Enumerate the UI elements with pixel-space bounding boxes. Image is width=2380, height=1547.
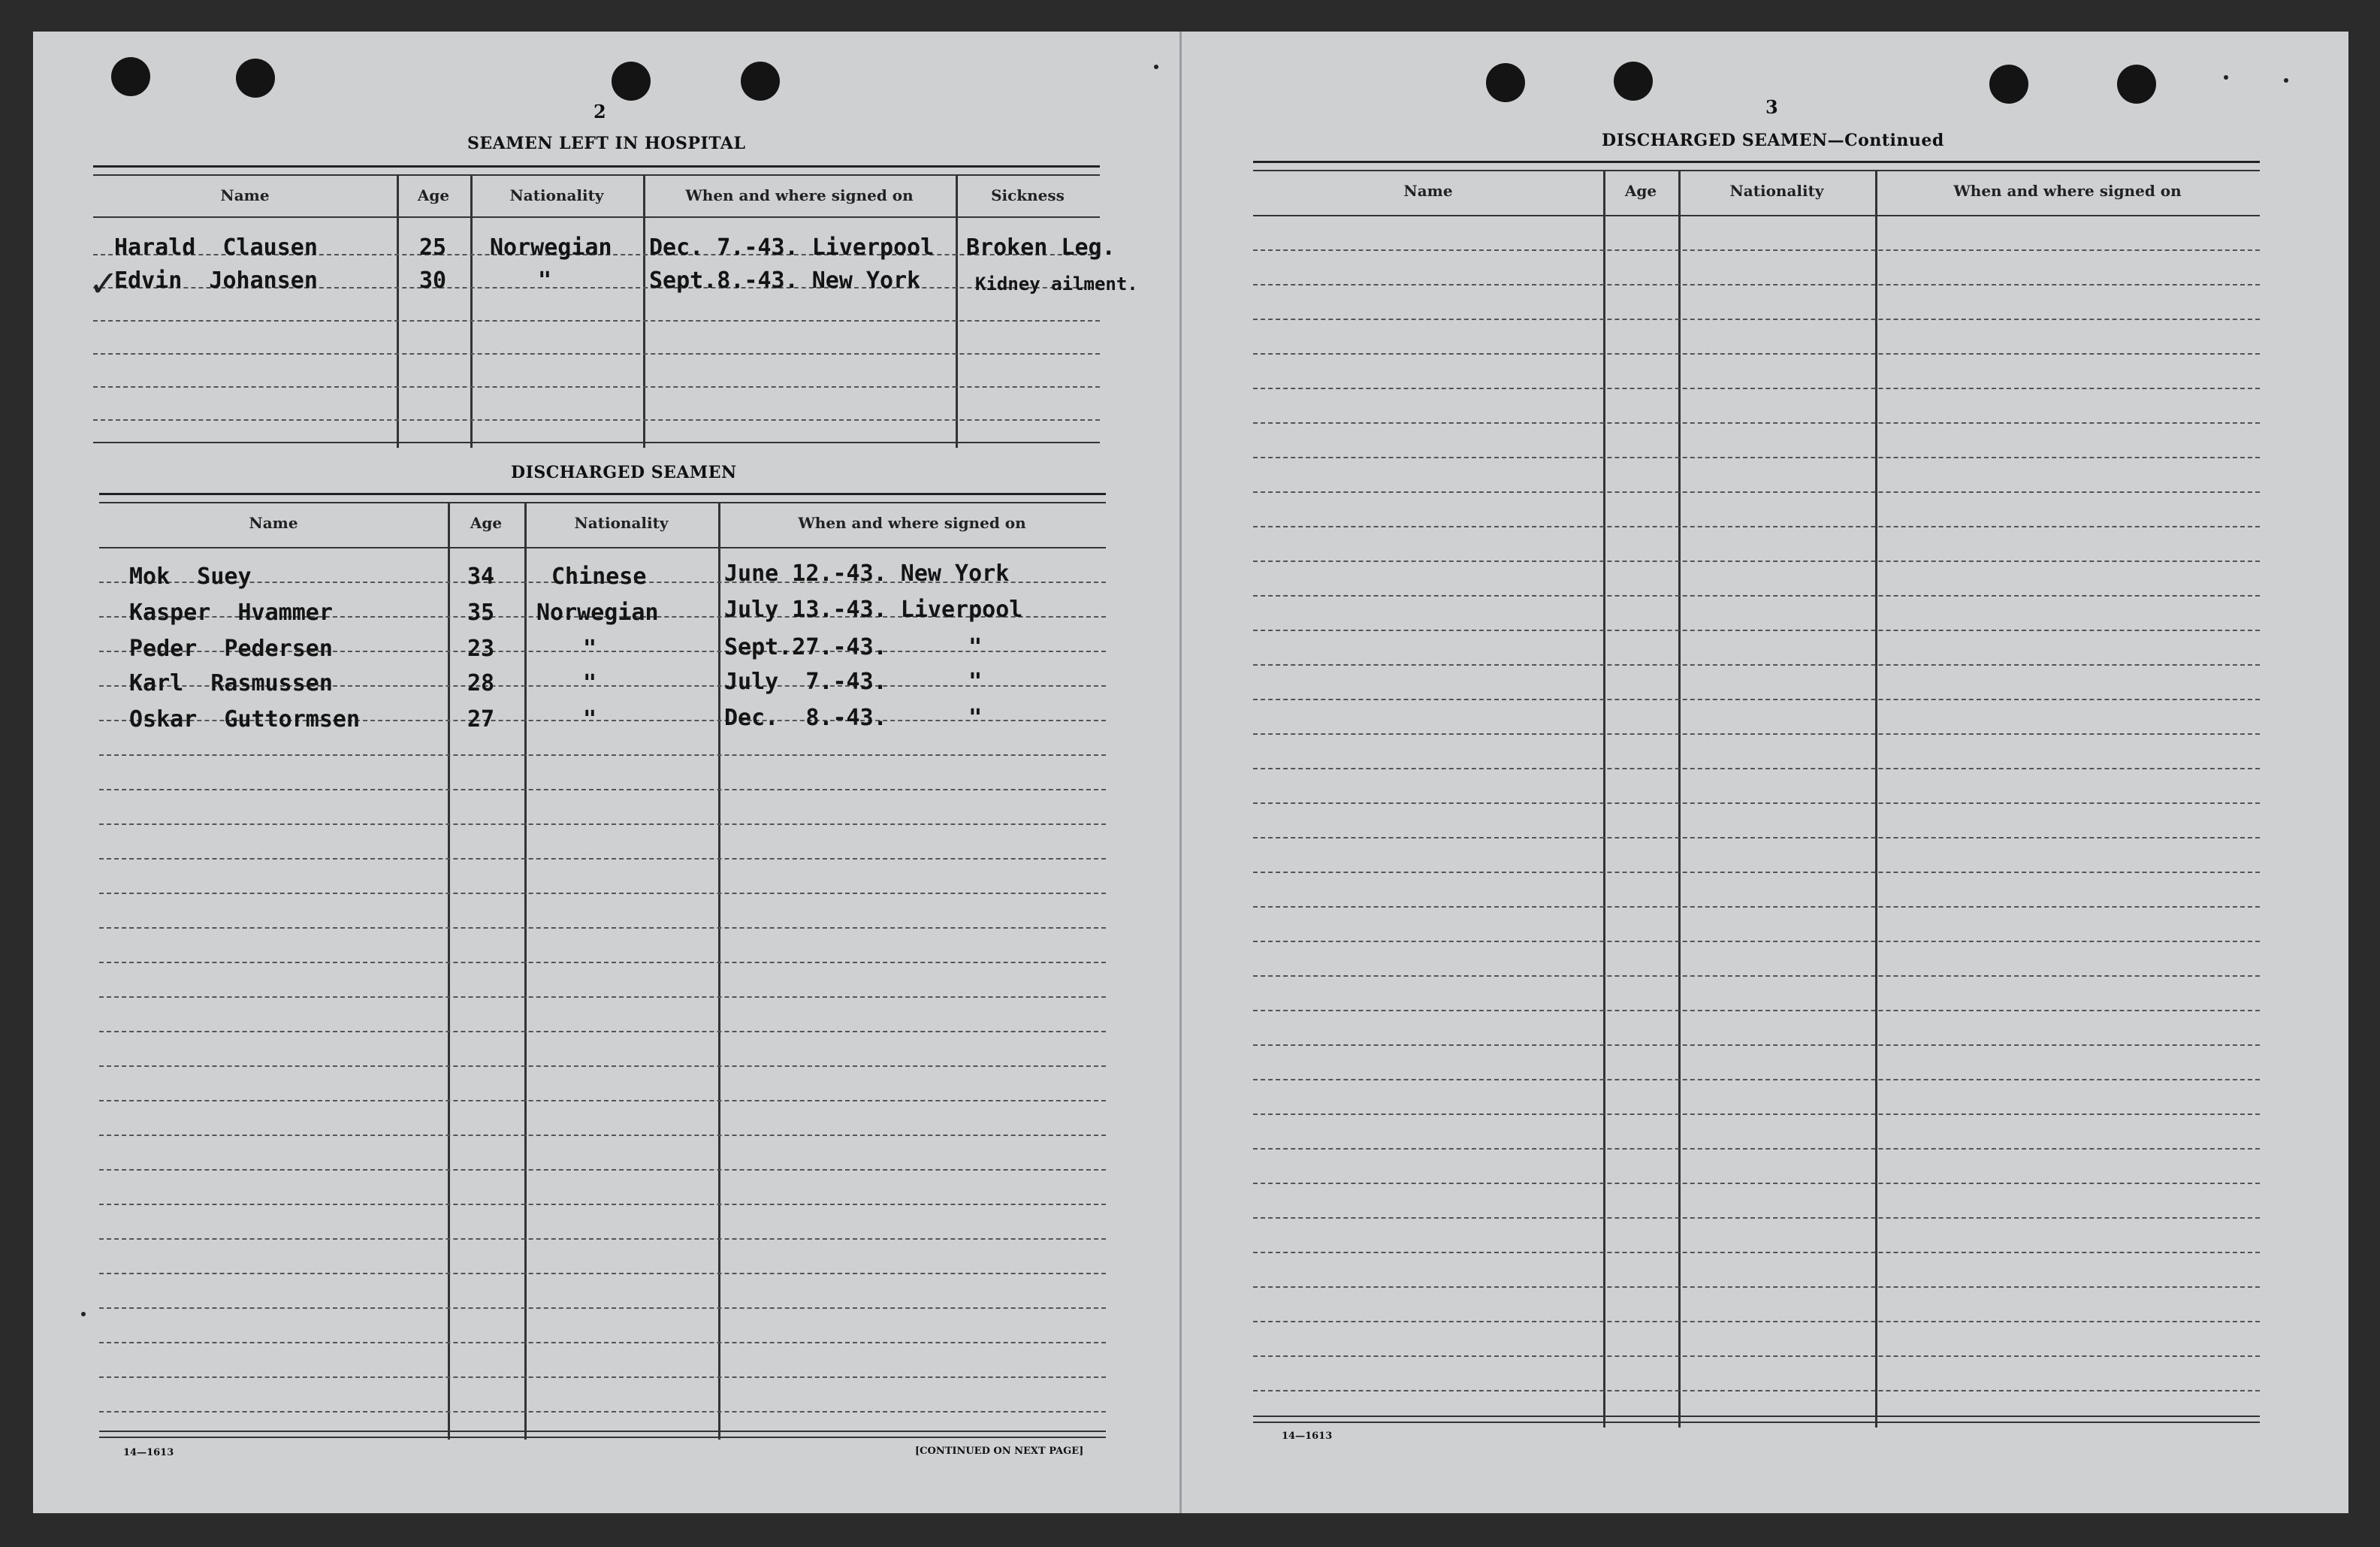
table-cell-nationality: ": [583, 636, 597, 662]
table-cell-nationality: ": [538, 267, 552, 294]
column-header-nationality: Nationality: [509, 186, 604, 204]
discharged-continued-table: [1253, 158, 2260, 1428]
speck: [1154, 65, 1158, 69]
column-header-name: Name: [249, 514, 298, 532]
punch-hole: [741, 62, 780, 101]
table-cell-age: 28: [467, 670, 495, 696]
punch-hole: [1486, 63, 1525, 102]
section-title-main: DISCHARGED SEAMEN: [1602, 131, 1828, 150]
table-cell-signed-on: June 12.-43. New York: [724, 560, 1010, 587]
column-header-nationality: Nationality: [574, 514, 669, 532]
speck: [2284, 78, 2288, 83]
table-cell-nationality: Norwegian: [490, 234, 612, 261]
column-header-signed-on: When and where signed on: [798, 514, 1026, 532]
column-header-nationality: Nationality: [1729, 182, 1824, 200]
table-cell-nationality: Norwegian: [536, 600, 659, 626]
section-title: SEAMEN LEFT IN HOSPITAL: [467, 134, 746, 153]
punch-hole: [612, 62, 651, 101]
section-title-suffix: —Continued: [1827, 131, 1944, 150]
page-number: 2: [593, 101, 606, 122]
table-cell-nationality: ": [583, 670, 597, 696]
page-fold: [1179, 32, 1182, 1513]
table-cell-age: 34: [467, 564, 495, 590]
column-header-age: Age: [1624, 182, 1657, 200]
section-title: DISCHARGED SEAMEN: [511, 463, 737, 482]
table-cell-age: 23: [467, 636, 495, 662]
column-header-signed-on: When and where signed on: [1953, 182, 2182, 200]
form-number: 14—1613: [123, 1447, 174, 1458]
table-cell-nationality: Chinese: [551, 564, 647, 590]
table-cell-sickness: Kidney ailment.: [975, 273, 1138, 295]
table-cell-sickness: Broken Leg.: [966, 234, 1116, 261]
punch-hole: [1614, 62, 1653, 101]
page-number: 3: [1765, 96, 1778, 118]
column-header-name: Name: [220, 186, 270, 204]
speck: [2224, 75, 2228, 80]
column-header-signed-on: When and where signed on: [685, 186, 914, 204]
table-cell-name: Oskar Guttormsen: [129, 706, 361, 733]
column-header-sickness: Sickness: [991, 186, 1065, 204]
table-cell-age: 35: [467, 600, 495, 626]
table-cell-signed-on: Sept.8.-43. New York: [649, 267, 921, 294]
punch-hole: [111, 57, 150, 96]
table-cell-signed-on: Dec. 8.-43. ": [724, 705, 983, 731]
table-cell-name: Edvin Johansen: [114, 267, 318, 294]
table-cell-name: Harald Clausen: [114, 234, 318, 261]
continued-note: [CONTINUED ON NEXT PAGE]: [915, 1446, 1084, 1457]
check-mark-icon: ✓: [89, 263, 119, 305]
table-cell-age: 27: [467, 706, 495, 733]
table-cell-name: Kasper Hvammer: [129, 600, 333, 626]
punch-hole: [236, 59, 275, 98]
discharged-table: [99, 490, 1106, 1438]
table-cell-name: Peder Pedersen: [129, 636, 333, 662]
table-cell-signed-on: Sept.27.-43. ": [724, 634, 983, 660]
table-cell-signed-on: Dec. 7.-43. Liverpool: [649, 234, 935, 261]
table-cell-signed-on: July 7.-43. ": [724, 669, 983, 695]
column-header-name: Name: [1403, 182, 1453, 200]
table-cell-nationality: ": [583, 706, 597, 733]
column-header-age: Age: [470, 514, 503, 532]
section-title: [1602, 131, 1944, 150]
punch-hole: [1989, 65, 2028, 104]
hospital-table: [93, 162, 1100, 448]
table-cell-age: 25: [419, 234, 447, 261]
form-number: 14—1613: [1282, 1431, 1333, 1442]
column-header-age: Age: [417, 186, 450, 204]
speck: [81, 1312, 86, 1316]
table-cell-name: Mok Suey: [129, 564, 252, 590]
table-cell-name: Karl Rasmussen: [129, 670, 333, 696]
punch-hole: [2117, 65, 2156, 104]
table-cell-age: 30: [419, 267, 447, 294]
table-cell-signed-on: July 13.-43. Liverpool: [724, 597, 1023, 623]
